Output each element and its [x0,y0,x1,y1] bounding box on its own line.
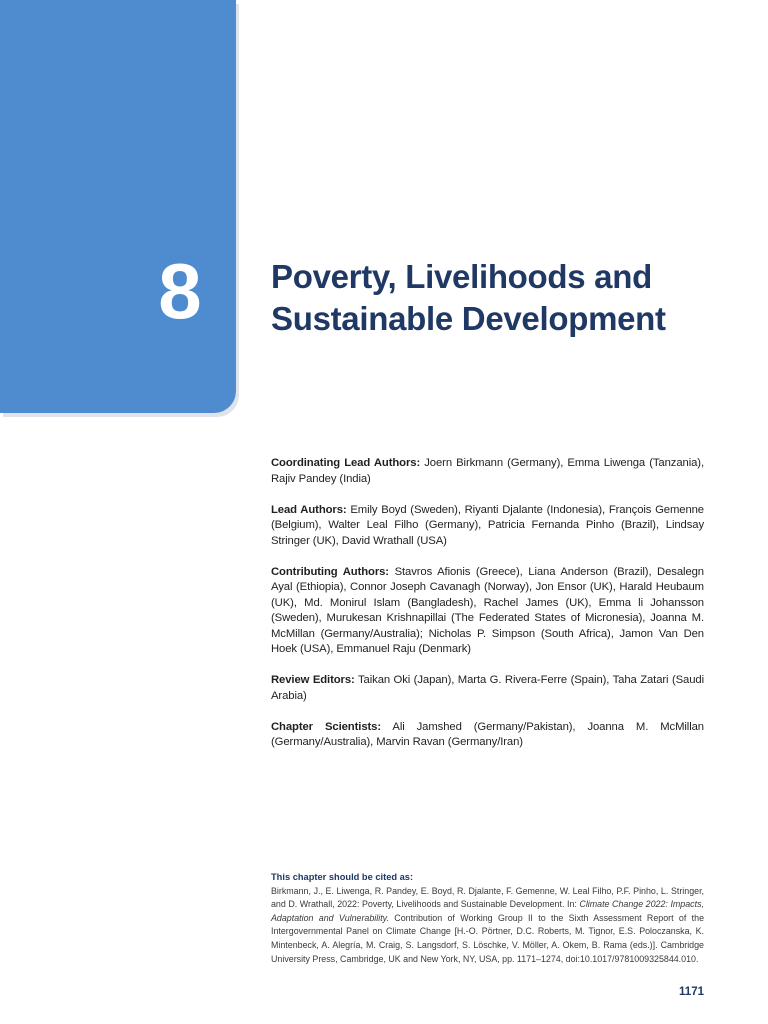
citation-book-title: Climate Change 2022: Impacts, Adaptation and Vulnerability. [271,899,704,923]
author-role-label: Coordinating Lead Authors: [271,457,421,469]
chapter-title [271,256,741,340]
review-editors [271,673,704,704]
chapter-number: 8 [158,247,202,335]
author-role-label: Review Editors: [271,674,355,686]
chapter-title-line-2: Sustainable Development [271,300,666,337]
author-role-label: Contributing Authors: [271,565,389,578]
author-role-label: Chapter Scientists: [271,720,382,733]
citation-text-end: Contribution of Working Group II to the Sixth Assessment Report of the Intergovernmental Panel on Climate Change [H.-O. Pörtner, D.C. Roberts, M. Tignor, E.S. Poloczanska, K. Mintenbeck, A. Alegría, M. Craig, S. Langsdorf, S. Löschke, V. Möller, A. Okem, B. Rama (eds.)]. Cambridge University Press, Cambridge, UK and New York, NY, USA, pp. 1171–1274, doi:10.1017/9781009325844.010. [271,912,705,964]
citation-block [271,871,704,966]
author-names: Ali Jamshed (Germany/Pakistan), Joanna M. McMillan (Germany/Australia), Marvin Ravan (Germany/Iran) [271,720,704,748]
author-role-label: Lead Authors: [271,503,347,516]
author-names: Emily Boyd (Sweden), Riyanti Djalante (Indonesia), François Gemenne (Belgium), Walter Leal Filho (Germany), Patricia Fernanda Pinho (Brazil), Lindsay Stringer (UK), David Wrathall (USA) [271,503,704,547]
contributing-authors [271,565,704,658]
author-names: Stavros Afionis (Greece), Liana Anderson (Brazil), Desalegn Ayal (Ethiopia), Connor Joseph Cavanagh (Norway), Jon Ensor (UK), Harald Heubaum (UK), Md. Monirul Islam (Bangladesh), Rachel James (UK), Emma li Johansson (Sweden), Murukesan Krishnapillai (The Federated States of Micronesia), Joanna M. McMillan (Germany/Australia); Nicholas P. Simpson (South Africa), Jamon Van Den Hoek (USA), Emmanuel Raju (Denmark) [271,565,704,655]
author-list [271,456,704,766]
author-names: Joern Birkmann (Germany), Emma Liwenga (Tanzania), Rajiv Pandey (India) [271,457,705,485]
citation-text-start: Birkmann, J., E. Liwenga, R. Pandey, E. Boyd, R. Djalante, F. Gemenne, W. Leal Filho, P.F. Pinho, L. Stringer, and D. Wrathall, 2022: Poverty, Livelihoods and Sustainable Development. In: [271,885,704,910]
author-names: Taikan Oki (Japan), Marta G. Rivera-Ferre (Spain), Taha Zatari (Saudi Arabia) [271,674,705,702]
chapter-scientists [271,720,704,751]
chapter-title-line-1: Poverty, Livelihoods and [271,258,652,295]
citation-heading: This chapter should be cited as: [271,872,414,882]
page-number: 1171 [679,986,704,998]
chapter-color-block [0,0,236,413]
coordinating-lead-authors [271,456,704,487]
lead-authors [271,503,704,550]
